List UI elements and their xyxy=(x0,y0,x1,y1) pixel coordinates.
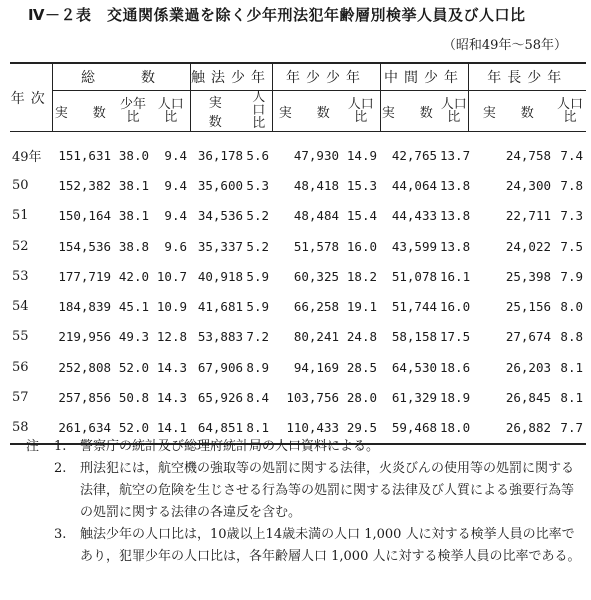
chukan-actual-cell: 51,744 xyxy=(391,299,437,315)
year-cell: 53 xyxy=(12,268,29,284)
chukan-actual-cell: 44,064 xyxy=(391,177,437,193)
nensho-population-ratio-cell: 29.5 xyxy=(342,413,380,444)
total-juvenile-ratio-cell: 38.0 xyxy=(118,147,149,163)
total-actual-cell: 151,631 xyxy=(58,147,111,163)
chukan-actual-cell: 61,329 xyxy=(391,390,437,406)
shoho-population-ratio-cell: 8.9 xyxy=(246,359,269,375)
sub-header-population-ratio: 人口 比 xyxy=(554,91,586,132)
total-population-ratio-cell: 14.3 xyxy=(156,359,187,375)
table-row xyxy=(10,382,586,412)
chukan-actual-cell: 43,599 xyxy=(391,238,437,254)
statistics-table xyxy=(10,62,586,445)
table-row xyxy=(10,231,586,261)
total-actual-cell: 150,164 xyxy=(58,208,111,224)
table-row xyxy=(10,322,586,352)
sub-header-actual: 実 数 xyxy=(272,91,342,132)
shoho-population-ratio-cell: 5.2 xyxy=(246,208,269,224)
table-row xyxy=(10,261,586,291)
note-item xyxy=(26,458,586,524)
sub-header-actual: 実 数 xyxy=(380,91,440,132)
shoho-actual-cell: 65,926 xyxy=(197,390,243,406)
year-cell: 49年 xyxy=(12,149,42,165)
shoho-actual-cell: 35,600 xyxy=(197,177,243,193)
year-header: 年次 xyxy=(10,63,52,132)
notes-section xyxy=(26,436,586,568)
nencho-actual-cell: 24,758 xyxy=(505,147,551,163)
year-cell: 51 xyxy=(12,208,29,224)
group-header-nensho: 年少少年 xyxy=(272,63,380,91)
note-item xyxy=(26,524,586,568)
total-juvenile-ratio-cell: 45.1 xyxy=(118,299,149,315)
nencho-population-ratio-cell: 7.8 xyxy=(560,177,583,193)
nencho-actual-cell: 24,022 xyxy=(505,238,551,254)
sub-header-population-ratio: 人口 比 xyxy=(440,91,468,132)
total-population-ratio-cell: 9.6 xyxy=(164,238,187,254)
sub-header-population-ratio: 人口 比 xyxy=(246,91,272,132)
note-number: 1. xyxy=(54,439,67,454)
total-actual-cell: 184,839 xyxy=(58,299,111,315)
shoho-population-ratio-cell: 5.6 xyxy=(246,147,269,163)
chukan-actual-cell: 44,433 xyxy=(391,208,437,224)
nensho-actual-cell: 51,578 xyxy=(293,238,339,254)
table-row xyxy=(10,170,586,200)
notes-label: 注 xyxy=(26,439,40,454)
sub-header-actual: 実 数 xyxy=(468,91,554,132)
chukan-population-ratio-cell: 13.8 xyxy=(440,208,471,224)
total-juvenile-ratio-cell: 52.0 xyxy=(114,413,152,444)
sub-header-juvenile-ratio: 少年 比 xyxy=(114,91,152,132)
nensho-actual-cell: 48,484 xyxy=(293,208,339,224)
nencho-actual-cell: 26,882 xyxy=(468,413,554,444)
shoho-actual-cell: 53,883 xyxy=(197,329,243,345)
chukan-actual-cell: 64,530 xyxy=(391,359,437,375)
nensho-actual-cell: 103,756 xyxy=(286,390,339,406)
total-juvenile-ratio-cell: 38.1 xyxy=(118,177,149,193)
shoho-actual-cell: 40,918 xyxy=(197,268,243,284)
nencho-population-ratio-cell: 8.0 xyxy=(560,299,583,315)
chukan-actual-cell: 42,765 xyxy=(391,147,437,163)
total-juvenile-ratio-cell: 42.0 xyxy=(118,268,149,284)
total-actual-cell: 154,536 xyxy=(58,238,111,254)
shoho-actual-cell: 35,337 xyxy=(197,238,243,254)
nensho-population-ratio-cell: 15.4 xyxy=(346,208,377,224)
total-actual-cell: 177,719 xyxy=(58,268,111,284)
nensho-actual-cell: 48,418 xyxy=(293,177,339,193)
shoho-population-ratio-cell: 8.4 xyxy=(246,390,269,406)
total-population-ratio-cell: 14.1 xyxy=(152,413,190,444)
sub-header-population-ratio: 人口 比 xyxy=(152,91,190,132)
shoho-population-ratio-cell: 5.3 xyxy=(246,177,269,193)
shoho-actual-cell: 41,681 xyxy=(197,299,243,315)
year-cell: 58 xyxy=(10,413,52,444)
total-population-ratio-cell: 9.4 xyxy=(164,147,187,163)
table-title: Ⅳ－２表 交通関係業過を除く少年刑法犯年齢層別検挙人員及び人口比 xyxy=(28,6,526,24)
nensho-actual-cell: 66,258 xyxy=(293,299,339,315)
nensho-population-ratio-cell: 24.8 xyxy=(346,329,377,345)
total-juvenile-ratio-cell: 50.8 xyxy=(118,390,149,406)
group-header-total: 総 数 xyxy=(52,63,190,91)
group-header-chukan: 中間少年 xyxy=(380,63,468,91)
nencho-population-ratio-cell: 8.1 xyxy=(560,390,583,406)
nencho-actual-cell: 25,398 xyxy=(505,268,551,284)
nencho-actual-cell: 27,674 xyxy=(505,329,551,345)
total-population-ratio-cell: 12.8 xyxy=(156,329,187,345)
shoho-population-ratio-cell: 8.1 xyxy=(246,413,272,444)
chukan-population-ratio-cell: 16.1 xyxy=(440,268,471,284)
total-juvenile-ratio-cell: 52.0 xyxy=(118,359,149,375)
nensho-population-ratio-cell: 18.2 xyxy=(346,268,377,284)
note-number: 3. xyxy=(54,527,67,542)
total-actual-cell: 261,634 xyxy=(52,413,114,444)
nensho-population-ratio-cell: 16.0 xyxy=(346,238,377,254)
shoho-population-ratio-cell: 5.2 xyxy=(246,238,269,254)
total-population-ratio-cell: 14.3 xyxy=(156,390,187,406)
total-juvenile-ratio-cell: 38.1 xyxy=(118,208,149,224)
nencho-population-ratio-cell: 7.9 xyxy=(560,268,583,284)
shoho-actual-cell: 64,851 xyxy=(190,413,246,444)
nencho-actual-cell: 26,203 xyxy=(505,359,551,375)
sub-header-actual: 実 数 xyxy=(190,91,246,132)
nencho-actual-cell: 22,711 xyxy=(505,208,551,224)
chukan-population-ratio-cell: 13.8 xyxy=(440,177,471,193)
nencho-population-ratio-cell: 7.5 xyxy=(560,238,583,254)
chukan-population-ratio-cell: 18.6 xyxy=(440,359,471,375)
total-population-ratio-cell: 10.9 xyxy=(156,299,187,315)
table-row xyxy=(10,201,586,231)
shoho-population-ratio-cell: 5.9 xyxy=(246,268,269,284)
shoho-actual-cell: 67,906 xyxy=(197,359,243,375)
nensho-actual-cell: 47,930 xyxy=(293,147,339,163)
group-header-nencho: 年長少年 xyxy=(468,63,586,91)
note-text: 刑法犯には，航空機の強取等の処罰に関する法律，火炎びんの使用等の処罰に関する法律，航空の危険を生じさせる行為等の処罰に関する法律及び人質による強要行為等の処罰に関する法律の各違反を含む。 xyxy=(80,461,575,520)
nencho-actual-cell: 24,300 xyxy=(505,177,551,193)
nensho-population-ratio-cell: 15.3 xyxy=(346,177,377,193)
table-subtitle: （昭和49年～58年） xyxy=(442,38,567,53)
total-juvenile-ratio-cell: 49.3 xyxy=(118,329,149,345)
note-item xyxy=(26,436,586,458)
chukan-population-ratio-cell: 13.8 xyxy=(440,238,471,254)
nencho-population-ratio-cell: 7.7 xyxy=(554,413,586,444)
shoho-population-ratio-cell: 7.2 xyxy=(246,329,269,345)
nencho-population-ratio-cell: 8.8 xyxy=(560,329,583,345)
total-population-ratio-cell: 9.4 xyxy=(164,208,187,224)
chukan-population-ratio-cell: 18.0 xyxy=(440,413,468,444)
shoho-actual-cell: 34,536 xyxy=(197,208,243,224)
sub-header-actual: 実 数 xyxy=(52,91,114,132)
nensho-actual-cell: 60,325 xyxy=(293,268,339,284)
nencho-population-ratio-cell: 8.1 xyxy=(560,359,583,375)
year-cell: 56 xyxy=(12,359,29,375)
nencho-actual-cell: 26,845 xyxy=(505,390,551,406)
nencho-population-ratio-cell: 7.4 xyxy=(560,147,583,163)
chukan-population-ratio-cell: 17.5 xyxy=(440,329,471,345)
total-actual-cell: 219,956 xyxy=(58,329,111,345)
shoho-population-ratio-cell: 5.9 xyxy=(246,299,269,315)
note-text: 触法少年の人口比は，10歳以上14歳未満の人口 1,000 人に対する検挙人員の比率であり，犯罪少年の人口比は，各年齢層人口 1,000 人に対する検挙人員の比率である。 xyxy=(80,527,581,564)
note-text: 警察庁の統計及び総理府統計局の人口資料による。 xyxy=(80,439,380,454)
total-population-ratio-cell: 9.4 xyxy=(164,177,187,193)
nensho-population-ratio-cell: 19.1 xyxy=(346,299,377,315)
nensho-actual-cell: 110,433 xyxy=(272,413,342,444)
sub-header-population-ratio: 人口 比 xyxy=(342,91,380,132)
year-cell: 50 xyxy=(12,177,29,193)
year-cell: 57 xyxy=(12,390,29,406)
year-cell: 55 xyxy=(12,329,29,345)
nensho-actual-cell: 80,241 xyxy=(293,329,339,345)
chukan-actual-cell: 59,468 xyxy=(380,413,440,444)
total-population-ratio-cell: 10.7 xyxy=(156,268,187,284)
chukan-actual-cell: 58,158 xyxy=(391,329,437,345)
total-actual-cell: 252,808 xyxy=(58,359,111,375)
table-body xyxy=(10,132,586,444)
nencho-population-ratio-cell: 7.3 xyxy=(560,208,583,224)
chukan-population-ratio-cell: 16.0 xyxy=(440,299,471,315)
note-number: 2. xyxy=(54,461,67,476)
chukan-population-ratio-cell: 18.9 xyxy=(440,390,471,406)
table-row xyxy=(10,132,586,171)
nencho-actual-cell: 25,156 xyxy=(505,299,551,315)
year-cell: 52 xyxy=(12,238,29,254)
group-header-shoho: 触法少年 xyxy=(190,63,272,91)
chukan-population-ratio-cell: 13.7 xyxy=(440,147,471,163)
total-actual-cell: 257,856 xyxy=(58,390,111,406)
total-juvenile-ratio-cell: 38.8 xyxy=(118,238,149,254)
table-row xyxy=(10,352,586,382)
nensho-population-ratio-cell: 28.0 xyxy=(346,390,377,406)
nensho-population-ratio-cell: 14.9 xyxy=(346,147,377,163)
shoho-actual-cell: 36,178 xyxy=(197,147,243,163)
nensho-actual-cell: 94,169 xyxy=(293,359,339,375)
nensho-population-ratio-cell: 28.5 xyxy=(346,359,377,375)
chukan-actual-cell: 51,078 xyxy=(391,268,437,284)
table-row xyxy=(10,291,586,321)
year-cell: 54 xyxy=(12,299,29,315)
total-actual-cell: 152,382 xyxy=(58,177,111,193)
